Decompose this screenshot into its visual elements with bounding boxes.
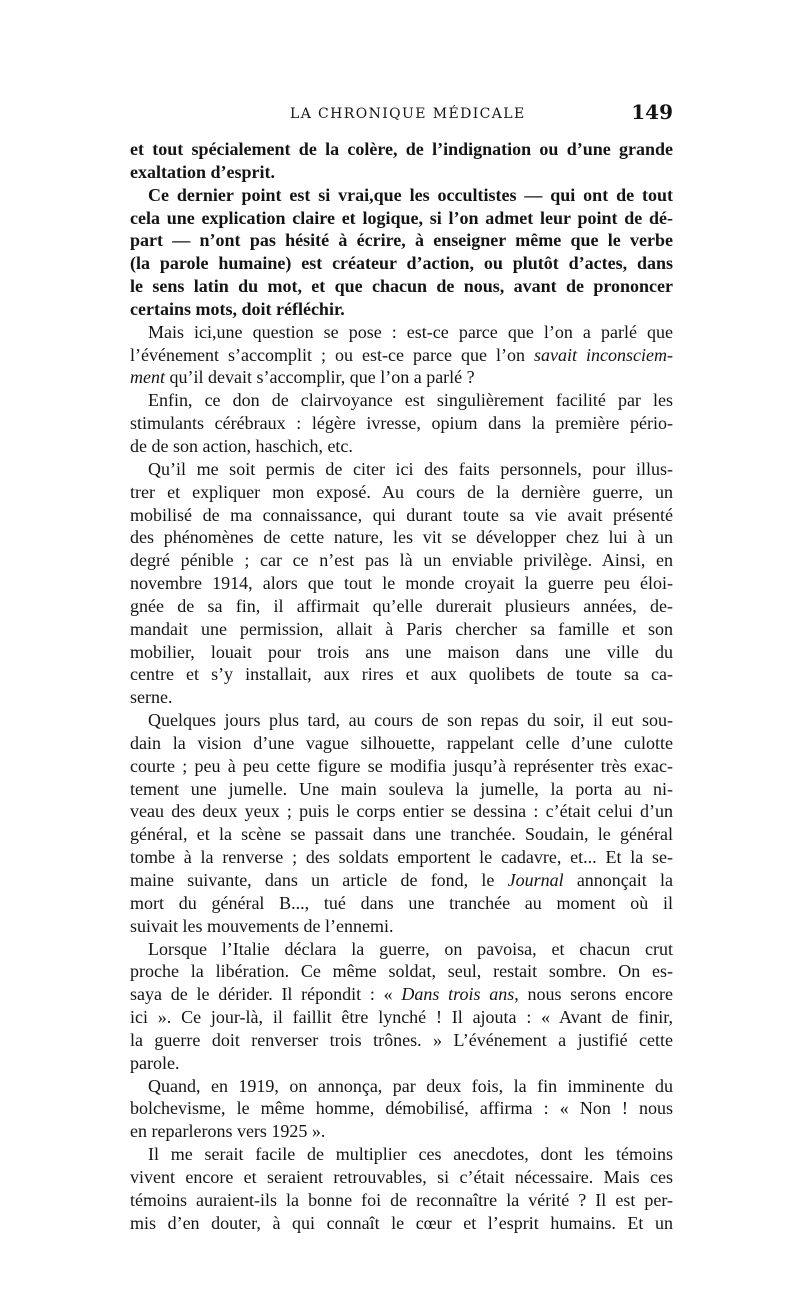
page-number: 149 [631,100,673,124]
text-line: Ce dernier point est si vrai,que les occultistes — qui ont de tout [148,184,673,205]
text-line: Lorsque l’Italie déclara la guerre, on pavoisa, et chacun crut [148,938,673,959]
text-line: suivait les mouvements de l’ennemi. [130,915,394,936]
text-line: mort du général B..., tué dans une tranchée au moment où il [130,892,673,913]
line-text: qu’il devait s’accomplir, que l’on a parlé ? [165,367,475,388]
text-line: trer et expliquer mon exposé. Au cours de la dernière guerre, un [130,481,673,502]
text-line: le sens latin du mot, et que chacun de nous, avant de prononcer [130,276,673,297]
text-line: la guerre doit renverser trois trônes. » L’événement a justifié cette [130,1029,673,1050]
text-line [130,983,673,1006]
page-header [130,100,673,132]
text-line: stimulants cérébraux : légère ivresse, opium dans la première pério- [130,413,673,434]
line-text: , nous serons encore [514,984,673,1005]
italic-text: Dans trois ans [401,984,515,1005]
text-line: serne. [130,687,173,708]
text-line [130,366,673,389]
text-line: gnée de sa fin, il affirmait qu’elle durerait plusieurs années, de- [130,595,673,616]
text-line: dain la vision d’une vague silhouette, rappelant celle d’une culotte [130,732,673,753]
italic-text: savait inconsciem- [534,344,674,365]
text-line: général, et la scène se passait dans une tranchée. Soudain, le général [130,824,673,845]
text-line: courte ; peu à peu cette figure se modifia jusqu’à représenter très exac- [130,755,673,776]
text-line: mobilisé de ma connaissance, qui durant toute sa vie avait présenté [130,504,673,525]
text-line: cela une explication claire et logique, si l’on admet leur point de dé- [130,207,673,228]
text-line: témoins auraient-ils la bonne foi de reconnaître la vérité ? Il est per- [130,1189,673,1210]
text-line: degré pénible ; car ce n’est pas là un enviable privilège. Ainsi, en [130,550,673,571]
running-title: LA CHRONIQUE MÉDICALE [290,106,526,122]
text-line: (la parole humaine) est créateur d’action, ou plutôt d’actes, dans [130,253,673,274]
text-line: bolchevisme, le même homme, démobilisé, affirma : « Non ! nous [130,1098,673,1119]
text-line: tement une jumelle. Une main souleva la jumelle, la porta au ni- [130,778,673,799]
text-line: exaltation d’esprit. [130,161,275,182]
text-line [130,869,673,892]
text-line: proche la libération. Ce même soldat, seul, restait sombre. On es- [130,961,673,982]
text-line: mobilier, louait pour trois ans une maison dans une ville du [130,641,673,662]
italic-text: ment [130,367,165,388]
text-line: parole. [130,1052,180,1073]
text-line: de de son action, haschich, etc. [130,435,353,456]
text-line: novembre 1914, alors que tout le monde croyait la guerre peu éloi- [130,573,673,594]
italic-text: Journal [507,870,564,890]
text-line: part — n’ont pas hésité à écrire, à enseigner même que le verbe [130,230,673,251]
text-line: Quelques jours plus tard, au cours de son repas du soir, il eut sou- [148,710,673,731]
body-text [130,138,673,1235]
text-line: Qu’il me soit permis de citer ici des faits personnels, pour illus- [148,458,673,479]
text-line: Mais ici,une question se pose : est-ce parce que l’on a parlé que [148,321,673,342]
line-text: maine suivante, dans un article de fond, le [130,870,508,890]
text-line: mandait une permission, allait à Paris chercher sa famille et son [130,618,673,639]
text-line: en reparlerons vers 1925 ». [130,1121,326,1142]
text-line: centre et s’y installait, aux rires et aux quolibets de toute sa ca- [130,664,673,685]
line-text: l’événement s’accomplit ; ou est-ce parce que l’on [130,344,535,365]
text-line: des phénomènes de cette nature, les vit se développer chez lui à un [130,527,673,548]
line-text: annonçait la [563,870,673,890]
text-line: Enfin, ce don de clairvoyance est singulièrement facilité par les [148,390,673,411]
text-line: tombe à la renverse ; des soldats emportent le cadavre, et... Et la se- [130,847,673,868]
text-line: mis d’en douter, à qui connaît le cœur et l’esprit humains. Et un [130,1212,673,1233]
line-text: saya de le dérider. Il répondit : « [130,984,402,1005]
text-line: vivent encore et seraient retrouvables, si c’était nécessaire. Mais ces [130,1166,673,1187]
text-line: Il me serait facile de multiplier ces anecdotes, dont les témoins [148,1144,673,1165]
text-line: Quand, en 1919, on annonça, par deux fois, la fin imminente du [148,1075,673,1096]
text-line [130,344,673,367]
text-line: et tout spécialement de la colère, de l’indignation ou d’une grande [130,139,673,159]
text-line: veau des deux yeux ; puis le corps entier se dessina : c’était celui d’un [130,801,673,822]
text-line: ici ». Ce jour-là, il faillit être lynché ! Il ajouta : « Avant de finir, [130,1007,673,1028]
text-line: certains mots, doit réfléchir. [130,298,345,319]
